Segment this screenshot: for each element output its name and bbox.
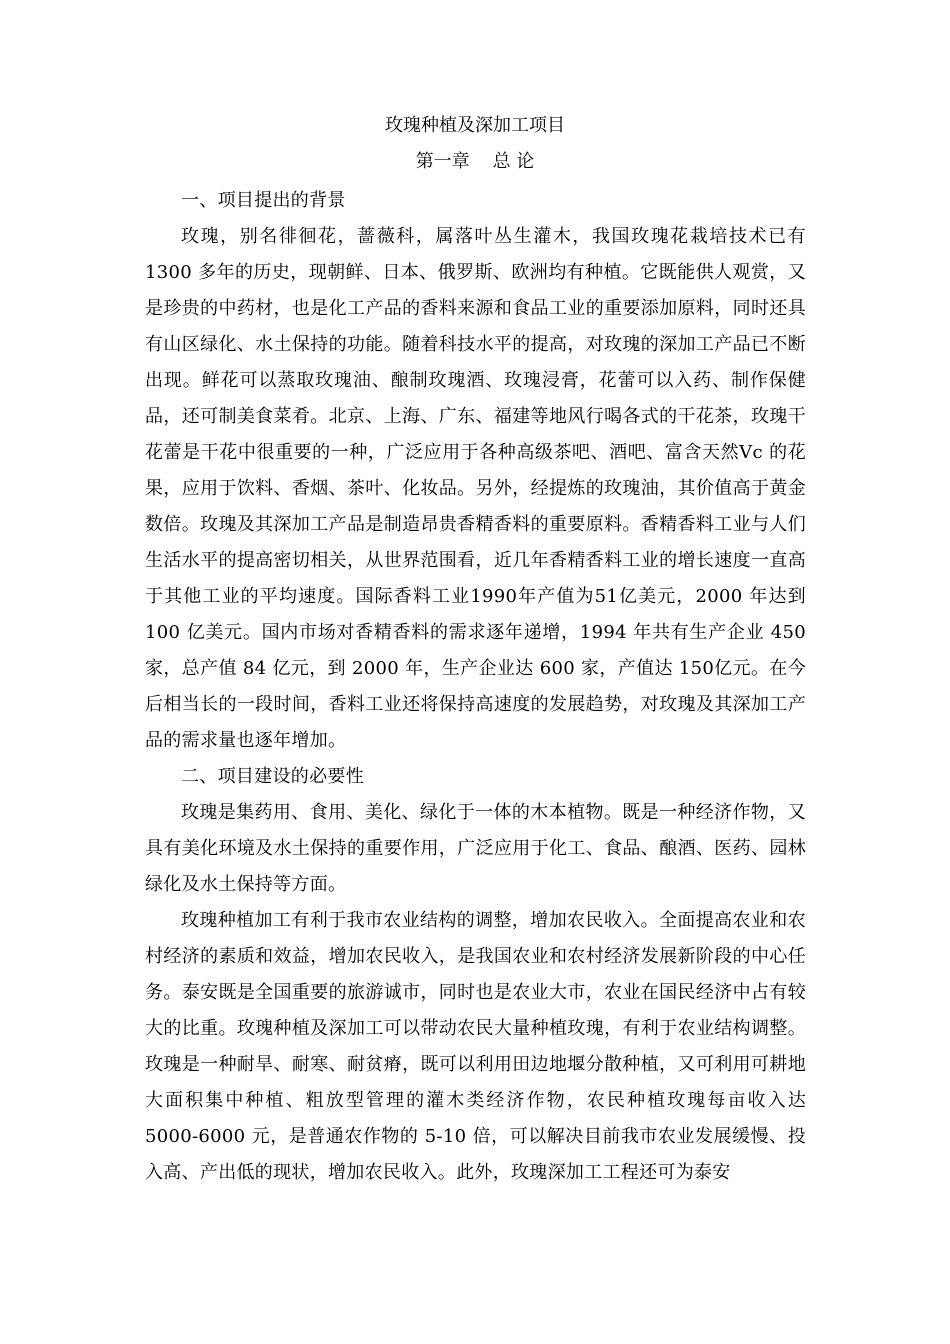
section-heading-necessity: 二、项目建设的必要性	[181, 766, 364, 787]
section-heading-background: 一、项目提出的背景	[181, 190, 346, 211]
chapter-heading: 第一章 总 论	[415, 151, 535, 172]
document-title: 玫瑰种植及深加工项目	[385, 115, 565, 136]
paragraph-necessity-1: 玫瑰是集药用、食用、美化、绿化于一体的木本植物。既是一种经济作物，又具有美化环境及水土保持的重要作用，广泛应用于化工、食品、酿酒、医药、园林绿化及水土保持等方面。	[145, 802, 806, 895]
document-body	[145, 183, 806, 1191]
paragraph-necessity-2: 玫瑰种植加工有利于我市农业结构的调整，增加农民收入。全面提高农业和农村经济的素质和效益，增加农民收入，是我国农业和农村经济发展新阶段的中心任务。泰安既是全国重要的旅游诚市，同时也是农业大市，农业在国民经济中占有较大的比重。玫瑰种植及深加工可以带动农民大量种植玫瑰，有利于农业结构调整。玫瑰是一种耐旱、耐寒、耐贫瘠，既可以利用田边地堰分散种植，又可利用可耕地大面积集中种植、粗放型管理的灌木类经济作物，农民种植玫瑰每亩收入达 5000-6000 元，是普通农作物的 5-10 倍，可以解决目前我市农业发展缓慢、投入高、产出低的现状，增加农民收入。此外，玫瑰深加工工程还可为泰安	[145, 910, 806, 1183]
paragraph-background: 玫瑰，别名徘徊花，蔷薇科，属落叶丛生灌木，我国玫瑰花栽培技术已有1300 多年的历史，现朝鲜、日本、俄罗斯、欧洲均有种植。它既能供人观赏，又是珍贵的中药材，也是化工产品的香料来源和食品工业的重要添加原料，同时还具有山区绿化、水土保持的功能。随着科技水平的提高，对玫瑰的深加工产品已不断出现。鲜花可以蒸取玫瑰油、酿制玫瑰酒、玫瑰浸膏，花蕾可以入药、制作保健品，还可制美食菜肴。北京、上海、广东、福建等地风行喝各式的干花茶，玫瑰干花蕾是干花中很重要的一种，广泛应用于各种高级茶吧、酒吧、富含天然Vc 的花果，应用于饮料、香烟、茶叶、化妆品。另外，经提炼的玫瑰油，其价值高于黄金数倍。玫瑰及其深加工产品是制造昂贵香精香料的重要原料。香精香料工业与人们生活水平的提高密切相关，从世界范围看，近几年香精香料工业的增长速度一直高于其他工业的平均速度。国际香料工业1990年产值为51亿美元，2000 年达到 100 亿美元。国内市场对香精香料的需求逐年递增，1994 年共有生产企业 450 家，总产值 84 亿元，到 2000 年，生产企业达 600 家，产值达 150亿元。在今后相当长的一段时间，香料工业还将保持高速度的发展趋势，对玫瑰及其深加工产品的需求量也逐年增加。	[145, 226, 806, 751]
